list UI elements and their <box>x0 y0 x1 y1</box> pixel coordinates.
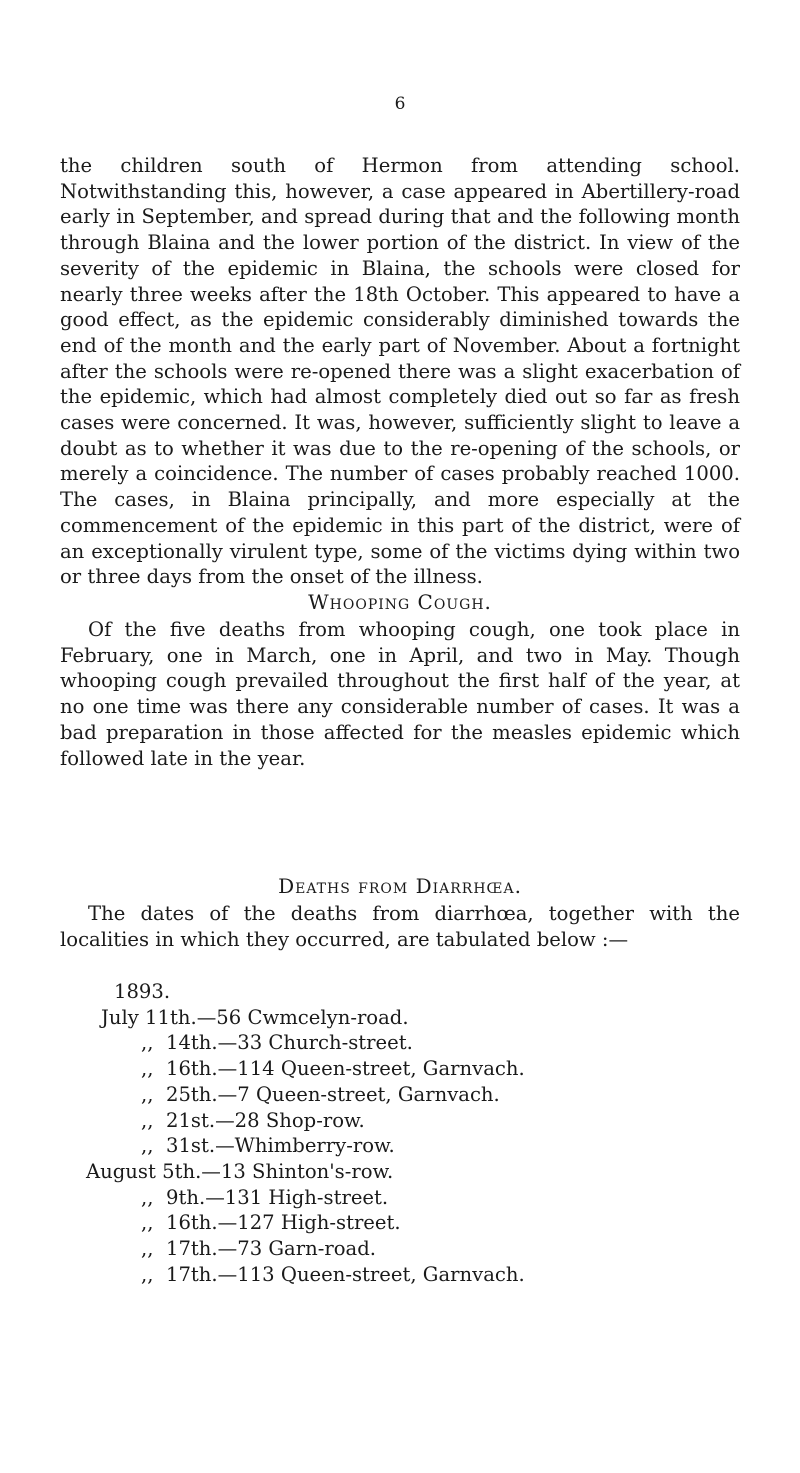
list-item <box>86 1030 746 1056</box>
list-item <box>86 1133 746 1159</box>
whooping-cough-paragraph-text: Of the five deaths from whooping cough, one took place in February, one in March, one in April, and two in May. Though whooping cough prevailed throughout the first half of the year, at no one time was there any considerable number of cases. It was a bad preparation in those affected for the measles epidemic which followed late in the year. <box>60 618 740 770</box>
whooping-cough-paragraph <box>60 617 740 771</box>
list-item-ditto: ,, <box>141 1057 154 1081</box>
list-item <box>86 1108 746 1134</box>
diarrhoea-heading: Deaths from Diarrhœa. <box>278 874 522 898</box>
list-item <box>86 1082 746 1108</box>
list-item <box>86 1236 746 1262</box>
intro-paragraph-text: the children south of Hermon from attending school. Notwithstanding this, however, a case appeared in Abertillery-road early in September, and spread during that and the following month through Blaina and the lower portion of the district. In view of the severity of the epidemic in Blaina, the schools were closed for nearly three weeks after the 18th October. This appeared to have a good effect, as the epidemic considerably diminished towards the end of the month and the early part of November. About a fortnight after the schools were re-opened there was a slight exacerbation of the epidemic, which had almost completely died out so far as fresh cases were concerned. It was, however, sufficiently slight to leave a doubt as to whether it was due to the re-opening of the schools, or merely a coincidence. The number of cases probably reached 1000. The cases, in Blaina principally, and more especially at the commencement of the epidemic in this part of the district, were of an exceptionally virulent type, some of the victims dying within two or three days from the onset of the illness. <box>60 154 740 589</box>
list-item-entry: 17th.—73 Garn-road. <box>166 1237 376 1261</box>
list-item-entry: 16th.—114 Queen-street, Garnvach. <box>166 1057 525 1081</box>
list-item <box>86 1185 746 1211</box>
intro-paragraph <box>60 153 740 590</box>
list-item-entry: 16th.—127 High-street. <box>166 1211 401 1235</box>
list-item-ditto: ,, <box>141 1108 154 1132</box>
list-item-ditto: ,, <box>141 1185 154 1209</box>
list-item <box>86 1056 746 1082</box>
list-item-entry: 17th.—113 Queen-street, Garnvach. <box>166 1262 525 1286</box>
list-item-ditto: ,, <box>141 1082 154 1106</box>
list-item-ditto: ,, <box>141 1237 154 1261</box>
list-item-entry: 9th.—131 High-street. <box>166 1185 389 1209</box>
list-item-month: July <box>101 1005 139 1029</box>
diarrhoea-paragraph <box>60 901 740 952</box>
list-item <box>86 1262 746 1288</box>
list-item-entry: 21st.—28 Shop-row. <box>166 1108 365 1132</box>
list-year: 1893. <box>114 980 171 1003</box>
diarrhoea-deaths-list <box>86 979 746 1287</box>
list-item-entry: 14th.—33 Church-street. <box>166 1031 413 1055</box>
list-item-entry: 25th.—7 Queen-street, Garnvach. <box>166 1082 500 1106</box>
list-item <box>86 1159 746 1185</box>
list-item <box>86 1005 746 1031</box>
list-item-entry: 31st.—Whimberry-row. <box>166 1134 395 1158</box>
list-item-ditto: ,, <box>141 1134 154 1158</box>
list-item <box>86 1210 746 1236</box>
whooping-cough-heading: Whooping Cough. <box>308 590 492 614</box>
list-item-ditto: ,, <box>141 1031 154 1055</box>
list-item-entry: 5th.—13 Shinton's-row. <box>162 1159 394 1183</box>
list-item-entry: 11th.—56 Cwmcelyn-road. <box>145 1005 409 1029</box>
diarrhoea-paragraph-text: The dates of the deaths from diarrhœa, together with the localities in which they occurred, are tabulated below :— <box>60 902 740 951</box>
list-item-ditto: ,, <box>141 1262 154 1286</box>
list-item-ditto: ,, <box>141 1211 154 1235</box>
list-item-month: August <box>86 1159 156 1183</box>
page-number: 6 <box>394 94 406 114</box>
